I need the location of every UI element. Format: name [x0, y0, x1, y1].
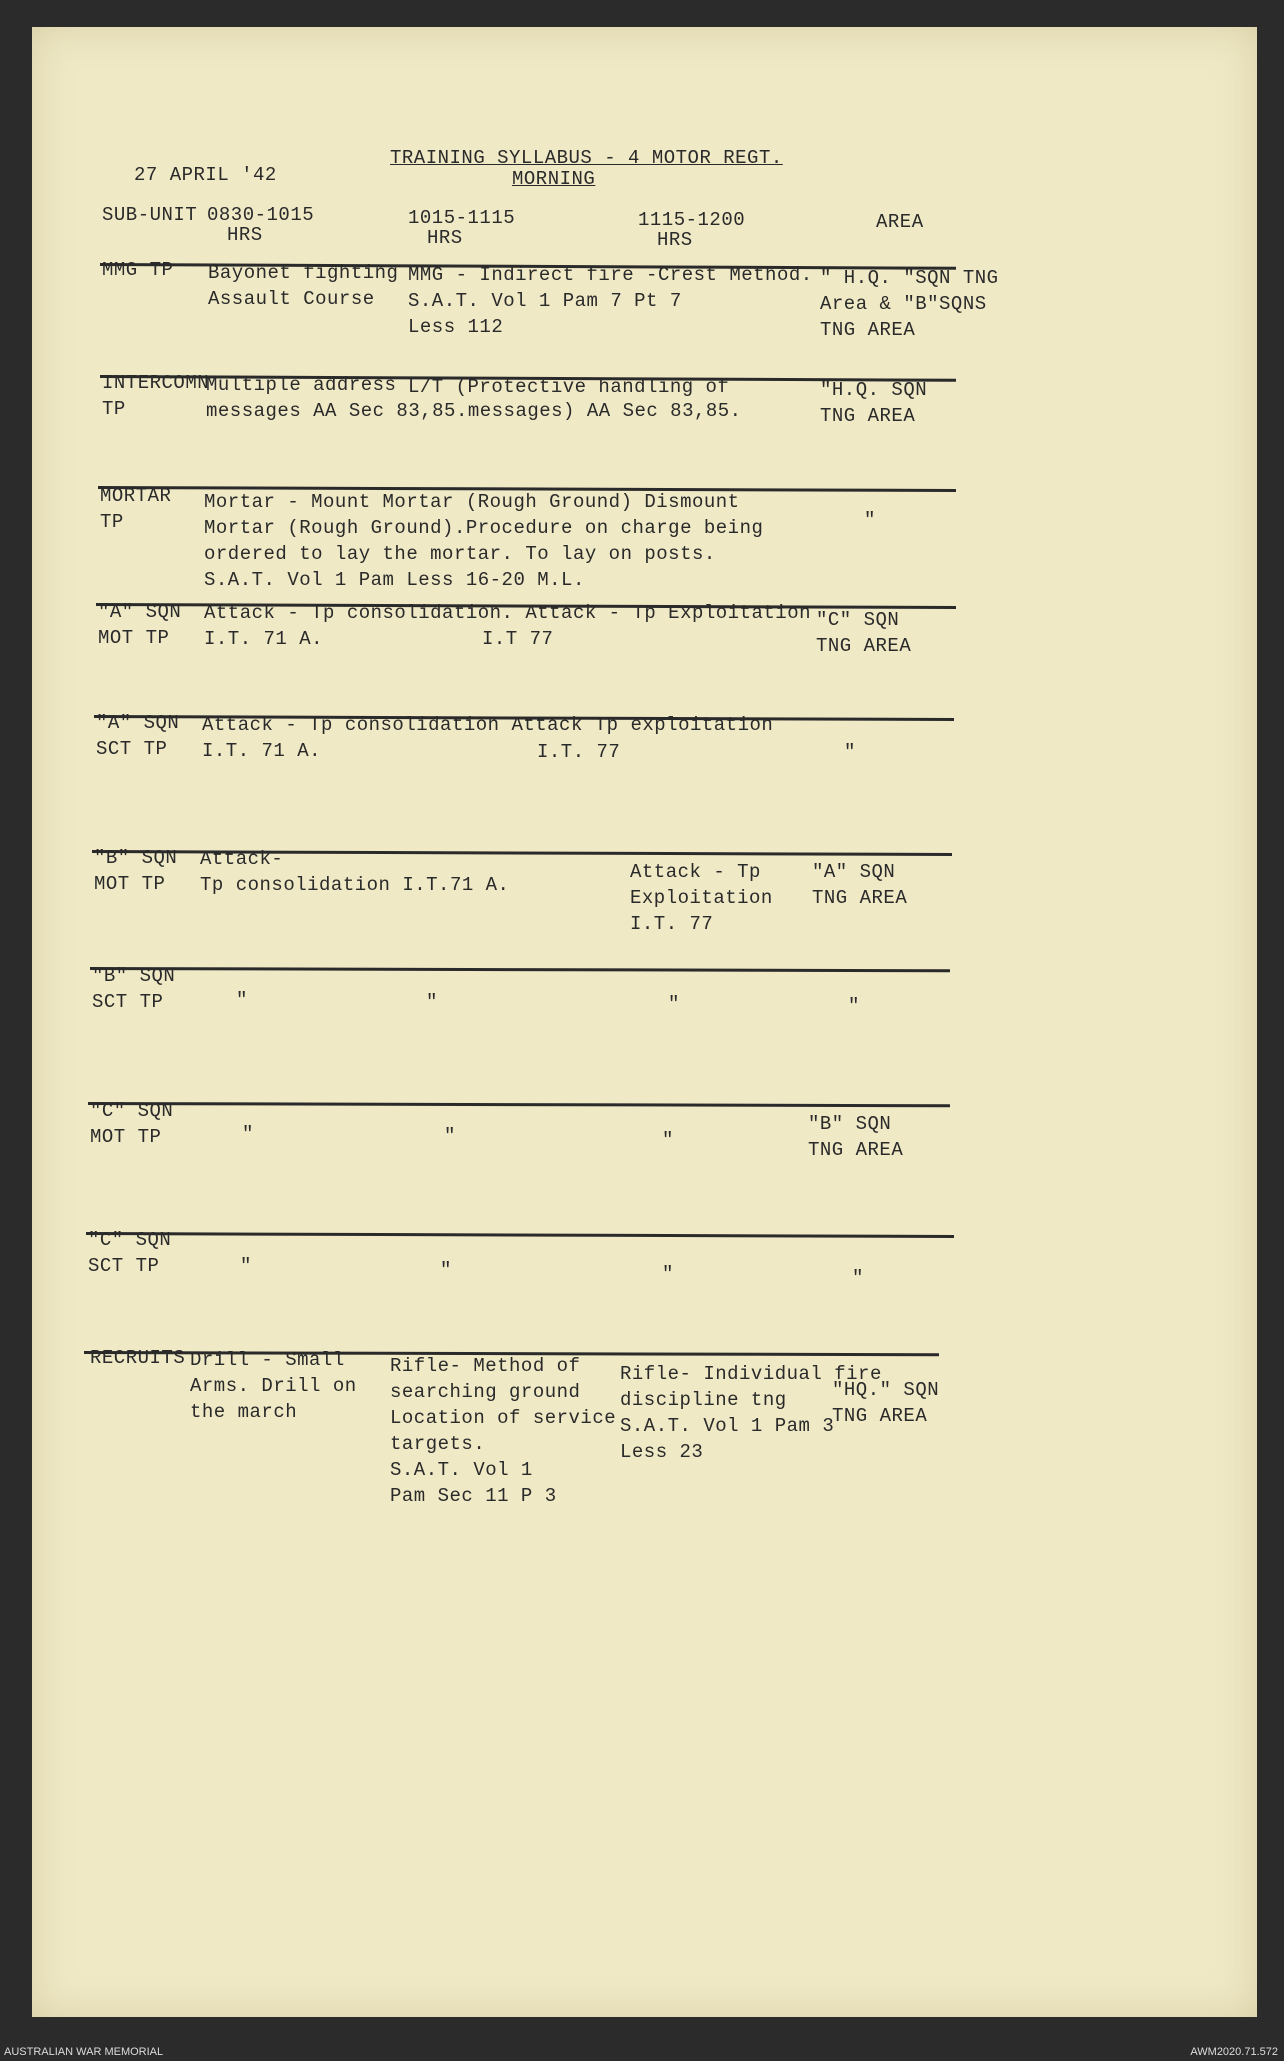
entry-line: I.T. 71 A.: [204, 628, 324, 650]
area-line: TNG AREA: [816, 635, 912, 657]
entry-line: searching ground: [390, 1381, 581, 1403]
area-line: " H.Q. "SQN TNG: [820, 267, 999, 289]
ditto-mark: ": [662, 1129, 674, 1151]
row-unit-cell: [88, 1227, 171, 1279]
col-header-time1: 0830-1015: [207, 204, 315, 226]
area-line: "A" SQN: [812, 861, 896, 883]
row-unit-cell: [98, 599, 181, 651]
row-area-cell: [820, 265, 999, 343]
unit-line: TP: [102, 398, 126, 420]
entry-line: MMG - Indirect fire -Crest Method.: [408, 264, 813, 286]
col-header-time3: 1115-1200: [638, 209, 746, 231]
unit-line: MORTAR: [100, 485, 172, 507]
entry-line: S.A.T. Vol 1 Pam 3: [620, 1415, 835, 1437]
entry-line: Bayonet fighting: [208, 262, 399, 284]
row-col3-cell: [668, 991, 680, 1017]
entry-line: Exploitation: [630, 887, 773, 909]
area-line: TNG AREA: [812, 887, 908, 909]
entry-line: I.T. 71 A.: [202, 740, 322, 762]
row-col1-cell: [202, 712, 773, 764]
entry-line: discipline tng: [620, 1389, 787, 1411]
col-header-time2-unit: HRS: [427, 227, 463, 249]
row-area-cell: [820, 377, 927, 429]
area-line: TNG AREA: [832, 1405, 928, 1427]
entry-line: I.T 77: [482, 628, 554, 650]
ditto-mark: ": [236, 989, 248, 1011]
row-unit-cell: [102, 370, 209, 422]
entry-line: Assault Course: [208, 288, 375, 310]
row-unit-cell: [90, 1098, 173, 1150]
ditto-mark: ": [444, 1125, 456, 1147]
footer-accession: AWM2020.71.572: [1190, 2046, 1278, 2058]
entry-line: I.T. 77: [537, 741, 621, 763]
row-col1-cell: [242, 1121, 254, 1147]
row-col2-cell: [408, 374, 729, 400]
unit-line: "A" SQN: [98, 601, 182, 623]
row-divider: [86, 1232, 954, 1238]
entry-line: Multiple address: [206, 374, 397, 396]
row-area-cell: [808, 1111, 903, 1163]
col-header-time2: 1015-1115: [408, 207, 516, 229]
unit-line: MOT TP: [98, 627, 170, 649]
row-col2-cell: [482, 626, 553, 652]
row-col3-cell: [662, 1127, 674, 1153]
unit-line: SCT TP: [88, 1255, 160, 1277]
unit-line: "B" SQN: [94, 847, 178, 869]
entry-line: Mortar (Rough Ground).Procedure on charge being: [204, 517, 764, 539]
ditto-mark: ": [662, 1263, 674, 1285]
unit-line: TP: [100, 511, 124, 533]
row-unit-cell: [102, 257, 173, 283]
row-area-cell: [832, 1377, 939, 1429]
ditto-mark: ": [440, 1259, 452, 1281]
ditto-mark: ": [426, 991, 438, 1013]
row-col3-cell: [630, 859, 773, 937]
ditto-mark: ": [242, 1123, 254, 1145]
row-col2-cell: [390, 1353, 616, 1509]
row-col2-cell: [408, 262, 813, 340]
entry-line: I.T. 77: [630, 913, 714, 935]
unit-line: INTERCOMN: [102, 372, 210, 394]
row-area-cell: [812, 859, 907, 911]
unit-line: "C" SQN: [88, 1229, 172, 1251]
entry-line: Attack - Tp consolidation Attack Tp exploitation: [202, 714, 774, 736]
col-header-time1-unit: HRS: [227, 224, 263, 246]
entry-line: Rifle- Individual fire: [620, 1363, 882, 1385]
unit-line: MOT TP: [90, 1126, 162, 1148]
entry-line: Rifle- Method of: [390, 1355, 581, 1377]
col-header-sub-unit: SUB-UNIT: [102, 204, 198, 226]
row-area-cell: [816, 607, 911, 659]
entry-line: Less 23: [620, 1441, 704, 1463]
entry-line: the march: [190, 1401, 298, 1423]
row-col2-cell: [537, 739, 620, 765]
row-unit-cell: [100, 483, 171, 535]
entry-line: S.A.T. Vol 1: [390, 1459, 533, 1481]
row-unit-cell: [92, 963, 175, 1015]
row-unit-cell: [90, 1345, 185, 1371]
entry-line: S.A.T. Vol 1 Pam 7 Pt 7: [408, 290, 682, 312]
area-line: ": [848, 995, 860, 1017]
area-line: "C" SQN: [816, 609, 900, 631]
area-line: "H.Q. SQN: [820, 379, 928, 401]
area-line: ": [844, 741, 856, 763]
entry-line: Attack - Tp consolidation. Attack - Tp Exploitation: [204, 602, 811, 624]
entry-line: messages AA Sec 83,85.messages) AA Sec 83,85.: [206, 400, 742, 422]
row-col2-cell: [440, 1257, 452, 1283]
footer-credit: AUSTRALIAN WAR MEMORIAL: [4, 2046, 164, 2058]
row-divider: [88, 1102, 950, 1107]
entry-line: Attack-: [200, 848, 284, 870]
entry-line: Location of service: [390, 1407, 617, 1429]
unit-line: SCT TP: [92, 991, 164, 1013]
area-line: TNG AREA: [808, 1139, 904, 1161]
row-col1-cell: [190, 1347, 357, 1425]
document-page: [32, 27, 1257, 2017]
row-col3-cell: [662, 1261, 674, 1287]
row-unit-cell: [96, 710, 179, 762]
area-line: ": [864, 509, 876, 531]
row-col2-cell: [426, 989, 438, 1015]
document-subtitle: MORNING: [512, 168, 596, 190]
unit-line: "B" SQN: [92, 965, 176, 987]
entry-line: Drill - Small: [190, 1349, 345, 1371]
unit-line: "A" SQN: [96, 712, 180, 734]
area-line: "HQ." SQN: [832, 1379, 940, 1401]
entry-line: L/T (Protective handling of: [408, 376, 730, 398]
entry-line: Pam Sec 11 P 3: [390, 1485, 557, 1507]
col-header-area: AREA: [876, 211, 924, 233]
area-line: "B" SQN: [808, 1113, 892, 1135]
row-col1-cell: [200, 846, 509, 898]
entry-line: S.A.T. Vol 1 Pam Less 16-20 M.L.: [204, 569, 585, 591]
document-title: TRAINING SYLLABUS - 4 MOTOR REGT.: [390, 147, 783, 169]
row-area-cell: [852, 1265, 864, 1291]
unit-line: "C" SQN: [90, 1100, 174, 1122]
entry-line: targets.: [390, 1433, 486, 1455]
area-line: Area & "B"SQNS: [820, 293, 987, 315]
unit-line: MOT TP: [94, 873, 166, 895]
area-line: ": [852, 1267, 864, 1289]
row-area-cell: [864, 507, 876, 533]
row-area-cell: [848, 993, 860, 1019]
row-col2-cell: [444, 1123, 456, 1149]
row-col1-cell: [236, 987, 248, 1013]
unit-line: SCT TP: [96, 738, 168, 760]
entry-line: Attack - Tp: [630, 861, 761, 883]
ditto-mark: ": [668, 993, 680, 1015]
area-line: TNG AREA: [820, 319, 916, 341]
row-divider: [90, 967, 950, 972]
row-unit-cell: [94, 845, 177, 897]
entry-line: Tp consolidation I.T.71 A.: [200, 874, 510, 896]
row-col1-cell: [240, 1253, 252, 1279]
entry-line: ordered to lay the mortar. To lay on posts.: [204, 543, 716, 565]
unit-line: MMG TP: [102, 259, 174, 281]
unit-line: RECRUITS: [90, 1347, 186, 1369]
col-header-time3-unit: HRS: [657, 229, 693, 251]
row-col1-cell: [204, 489, 763, 593]
document-date: 27 APRIL '42: [134, 164, 277, 186]
entry-line: Less 112: [408, 316, 504, 338]
entry-line: Arms. Drill on: [190, 1375, 357, 1397]
ditto-mark: ": [240, 1255, 252, 1277]
entry-line: Mortar - Mount Mortar (Rough Ground) Dismount: [204, 491, 740, 513]
row-area-cell: [844, 739, 856, 765]
row-col1-cell: [208, 260, 398, 312]
area-line: TNG AREA: [820, 405, 916, 427]
